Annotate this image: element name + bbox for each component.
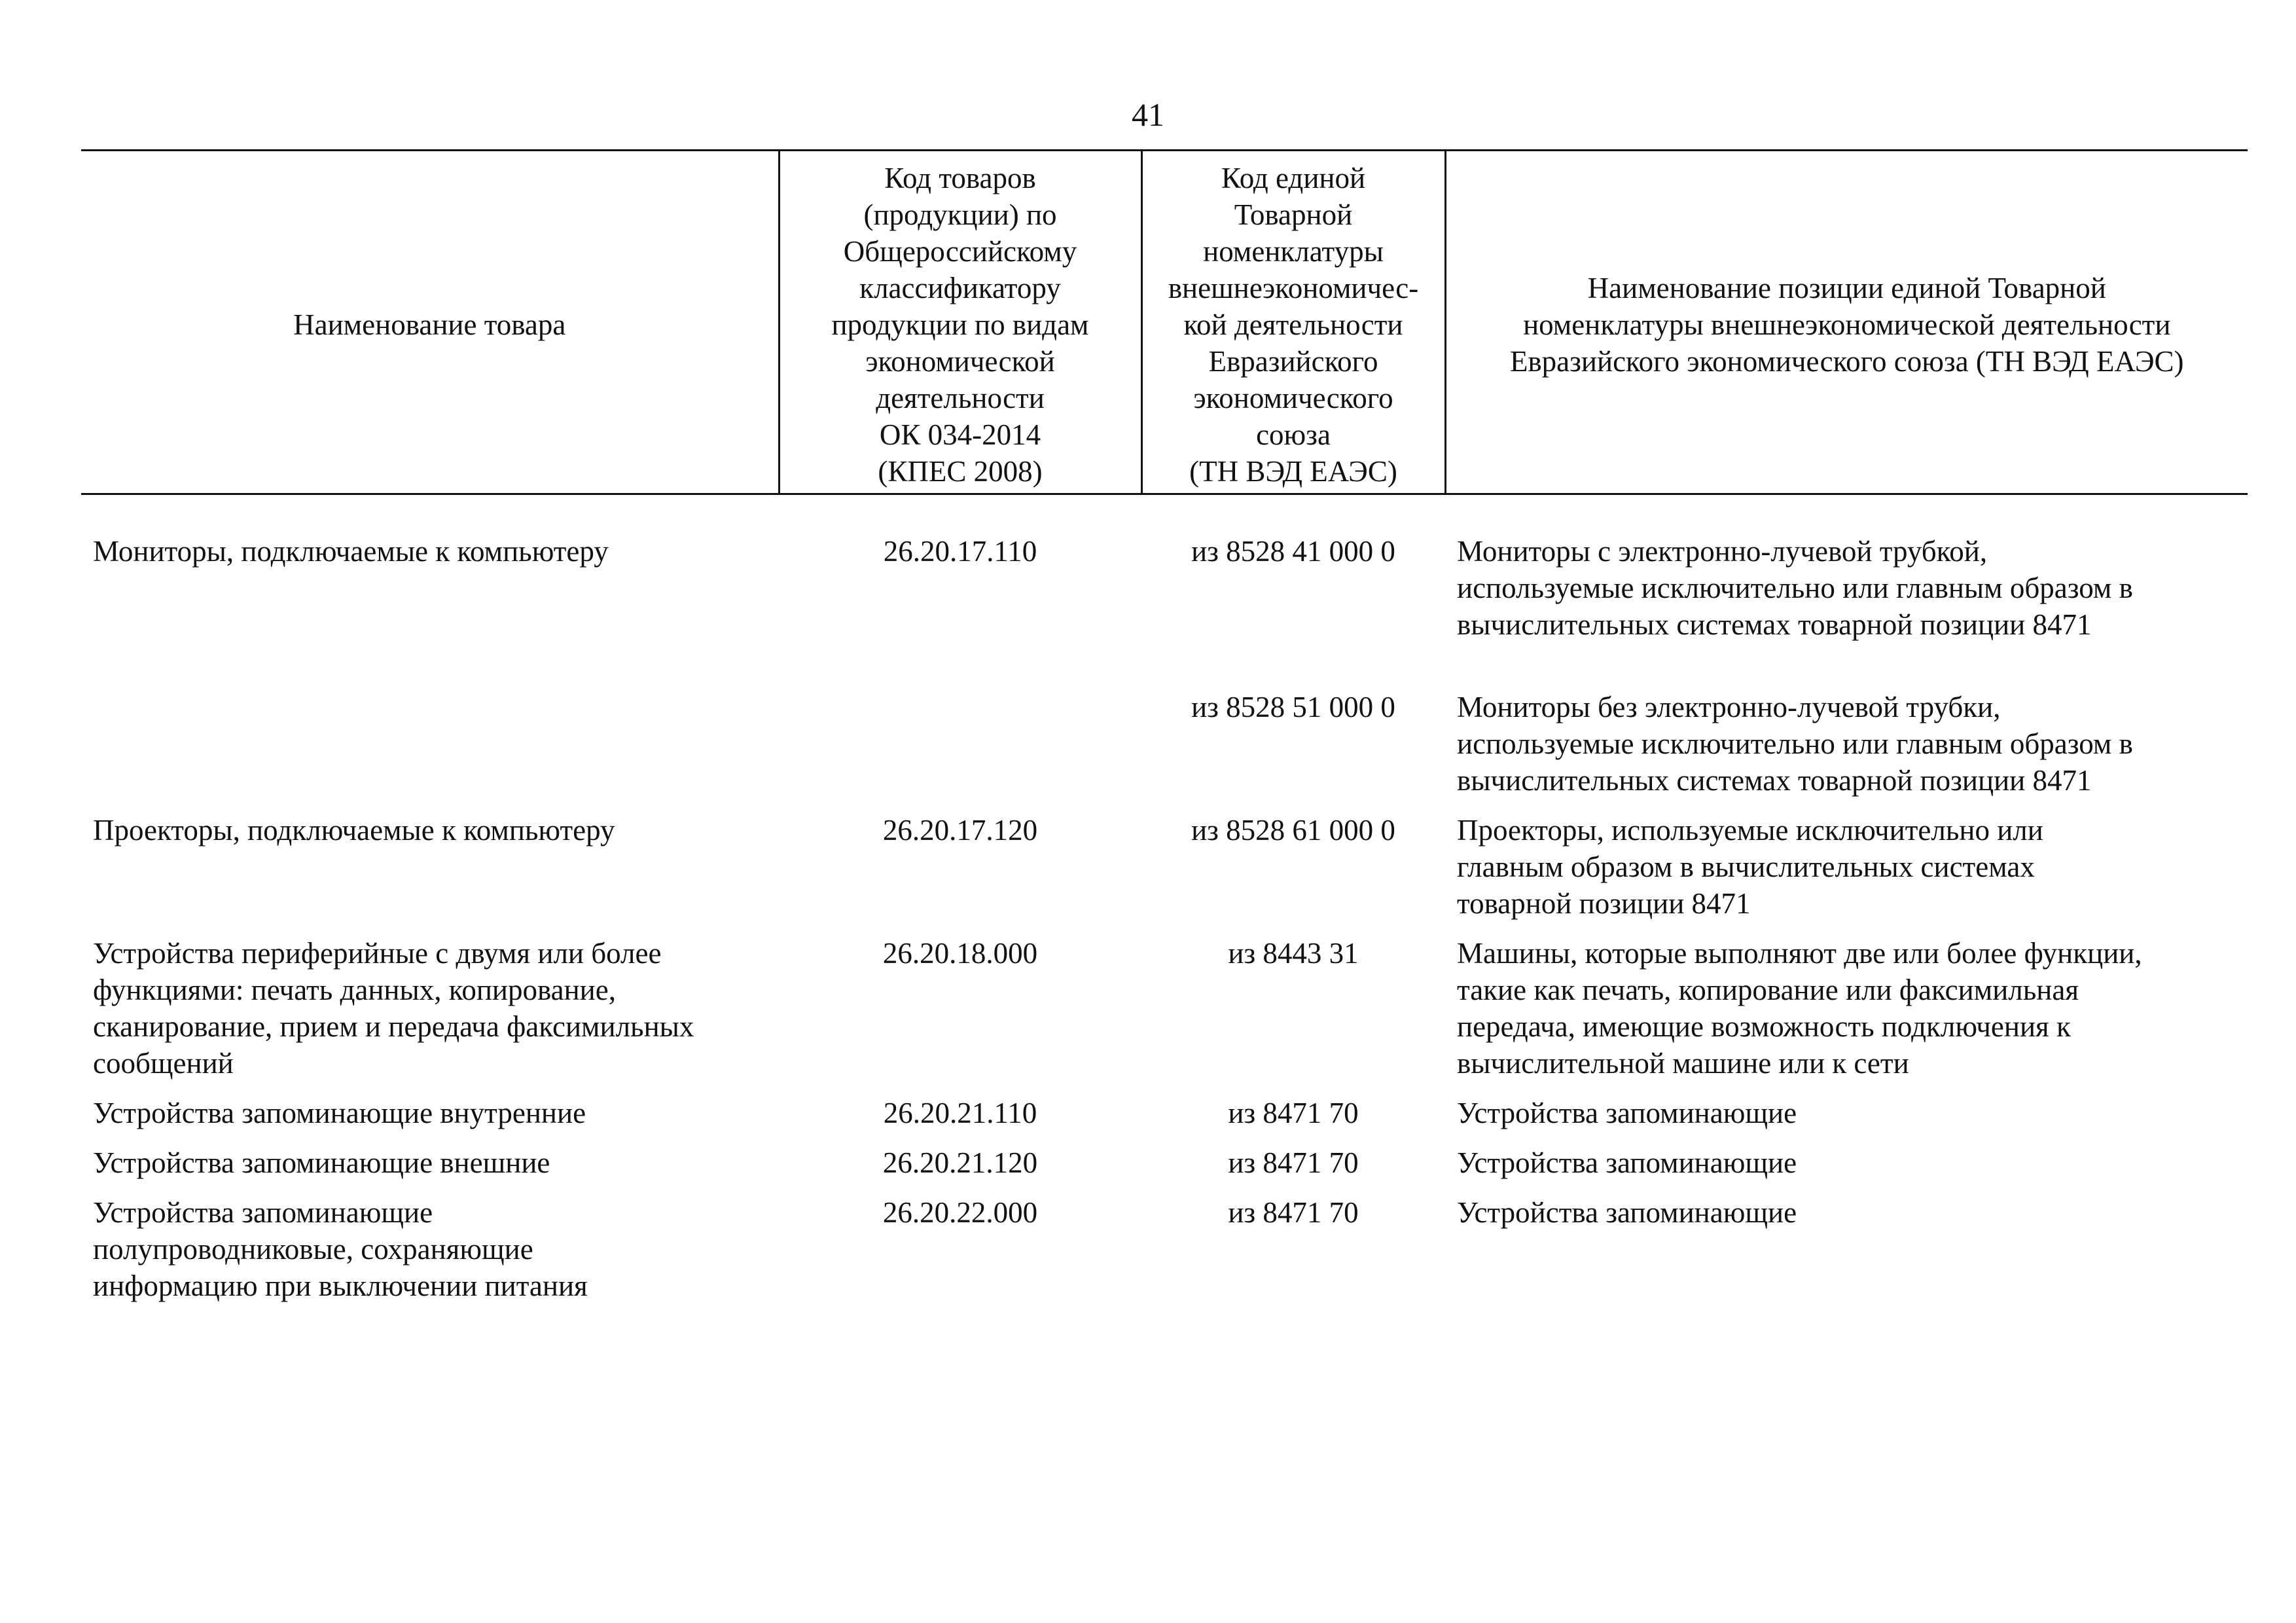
header-okpd-code: Код товаров (продукции) по Общероссийскому классификатору продукции по видам экономической деятельности ОК 034-2014 (КПЕС 2008) [779,151,1141,494]
table-row [81,935,2248,1095]
tnved-description-cell: Мониторы с электронно-лучевой трубкой, используемые исключительно или главным образом в вычислительных системах товарной позиции 8471 [1457,535,2133,641]
tnved-code-cell: из 8443 31 [1228,937,1359,970]
product-name-cell [81,689,779,812]
table-row [81,689,2248,812]
okpd-code-cell: 26.20.21.120 [882,1146,1038,1179]
tnved-description-cell: Машины, которые выполняют две или более функции, такие как печать, копирование или факсимильная передача, имеющие возможность подключения к вычислительной машине или к сети [1457,937,2142,1080]
okpd-code-cell: 26.20.17.120 [882,814,1038,847]
okpd-code-cell: 26.20.21.110 [883,1097,1037,1129]
tnved-description-cell: Проекторы, используемые исключительно или главным образом в вычислительных системах товарной позиции 8471 [1457,814,2043,920]
product-name-cell: Устройства запоминающие внешние [93,1146,550,1179]
okpd-code-cell [779,689,1141,812]
tnved-code-cell: из 8471 70 [1228,1146,1359,1179]
tnved-code-cell: из 8528 41 000 0 [1191,535,1395,568]
goods-table [81,149,2248,1317]
product-name-cell: Устройства периферийные с двумя или более функциями: печать данных, копирование, сканирование, прием и передача факсимильных сообщений [93,937,694,1080]
tnved-code-cell: из 8528 61 000 0 [1191,814,1395,847]
tnved-description-cell: Мониторы без электронно-лучевой трубки, используемые исключительно или главным образом в вычислительных системах товарной позиции 8471 [1457,691,2133,797]
tnved-description-cell: Устройства запоминающие [1457,1196,1797,1229]
header-tnved-description: Наименование позиции единой Товарной номенклатуры внешнеэкономической деятельности Евразийского экономического союза (ТН ВЭД ЕАЭС) [1445,151,2248,494]
product-name-cell: Мониторы, подключаемые к компьютеру [93,535,609,568]
table-row [81,1194,2248,1317]
table-row [81,1144,2248,1194]
header-tnved-code: Код единой Товарной номенклатуры внешнеэкономичес- кой деятельности Евразийского экономического союза (ТН ВЭД ЕАЭС) [1141,151,1445,494]
okpd-code-cell: 26.20.17.110 [883,535,1037,568]
tnved-code-cell: из 8471 70 [1228,1097,1359,1129]
tnved-code-cell: из 8528 51 000 0 [1191,691,1395,723]
tnved-description-cell: Устройства запоминающие [1457,1146,1797,1179]
product-name-cell: Устройства запоминающие внутренние [93,1097,586,1129]
tnved-code-cell: из 8471 70 [1228,1196,1359,1229]
product-name-cell: Проекторы, подключаемые к компьютеру [93,814,615,847]
okpd-code-cell: 26.20.22.000 [882,1196,1038,1229]
table-row [81,812,2248,935]
table-header [81,151,2248,494]
product-name-cell: Устройства запоминающие полупроводниковые, сохраняющие информацию при выключении питания [93,1196,588,1302]
table-row [81,533,2248,689]
okpd-code-cell: 26.20.18.000 [882,937,1038,970]
header-product-name: Наименование товара [81,151,779,494]
tnved-description-cell: Устройства запоминающие [1457,1097,1797,1129]
page-number: 41 [1132,96,1164,133]
table-row [81,1095,2248,1144]
